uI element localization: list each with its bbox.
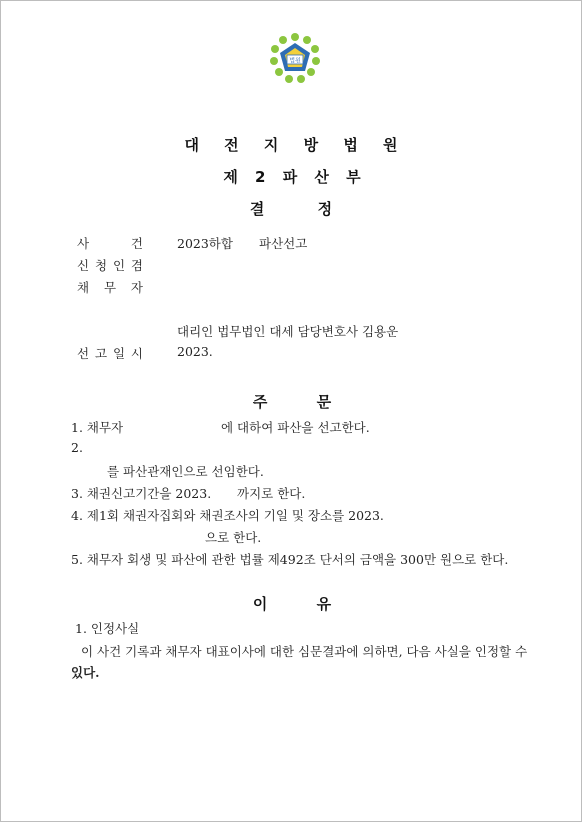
order-item-1a: 1. 채무자	[71, 420, 124, 435]
case-name: 파산선고	[259, 236, 308, 251]
order-item-3b: 까지로 한다.	[237, 486, 306, 501]
case-number: 2023하합	[177, 236, 233, 251]
order-item-2b: 를 파산관재인으로 선임한다.	[107, 464, 264, 479]
order-item-4b: 으로 한다.	[205, 530, 262, 545]
order-item-2: 2.	[71, 440, 83, 455]
reasons-heading: 이 유	[252, 595, 332, 613]
label-case: 사 건	[77, 236, 143, 251]
division-name: 제 2 파 산 부	[223, 168, 367, 186]
date-value: 2023.	[177, 344, 213, 359]
agent-line: 대리인 법무법인 대세 담당변호사 김용운	[177, 324, 399, 339]
reasons-sub-1: 1. 인정사실	[75, 621, 140, 636]
label-date: 선 고 일 시	[77, 346, 143, 361]
order-heading: 주 문	[252, 393, 332, 411]
label-debtor: 채 무 자	[77, 280, 143, 295]
court-name: 대 전 지 방 법 원	[184, 136, 408, 154]
reasons-para-1-line-2: 있다.	[71, 665, 100, 680]
order-item-4a: 4. 제1회 채권자집회와 채권조사의 기일 및 장소를 2023.	[71, 508, 384, 523]
order-item-3a: 3. 채권신고기간을 2023.	[71, 486, 212, 501]
order-item-5: 5. 채무자 회생 및 파산에 관한 법률 제492조 단서의 금액을 300만 원으로 한다.	[71, 552, 509, 567]
reasons-para-1-line-1: 이 사건 기록과 채무자 대표이사에 대한 심문결과에 의하면, 다음 사실을 인정할 수	[81, 644, 528, 659]
emblem-label: 법원	[289, 57, 301, 65]
document-type: 결 정	[249, 200, 335, 218]
order-item-1b: 에 대하여 파산을 선고한다.	[221, 420, 370, 435]
label-applicant: 신 청 인 겸	[77, 258, 143, 273]
court-emblem-icon	[267, 31, 323, 87]
